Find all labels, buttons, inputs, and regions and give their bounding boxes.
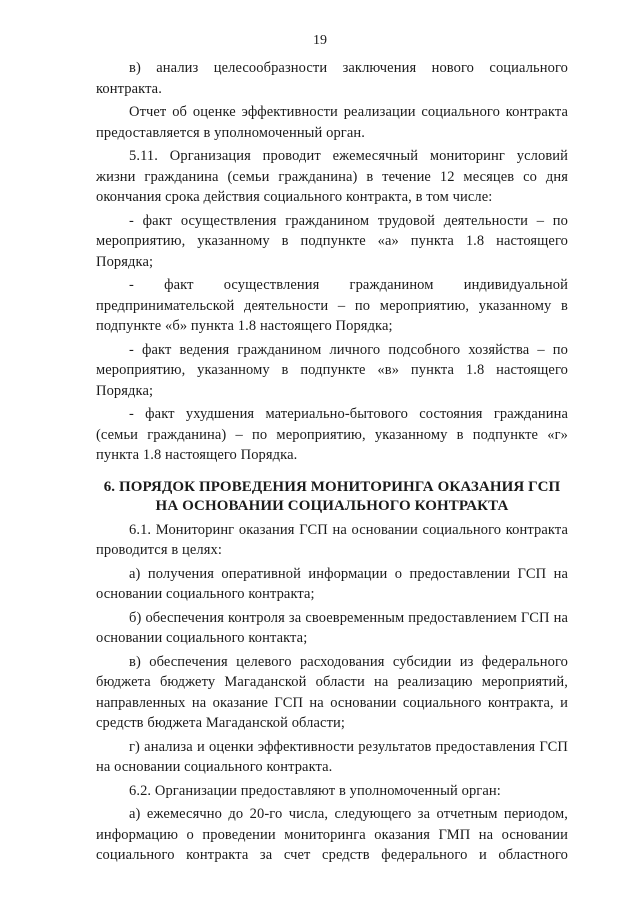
page-number: 19 (313, 33, 327, 48)
paragraph: г) анализа и оценки эффективности результатов предоставления ГСП на основании социального контракта. (96, 738, 568, 775)
paragraph: в) анализ целесообразности заключения нового социального контракта. (96, 60, 568, 97)
paragraph: а) ежемесячно до 20-го числа, следующего за отчетным периодом, информацию о проведении мониторинга оказания ГМП на основании социального контракта за счет средств федерального и областного (96, 806, 568, 863)
section-heading-line: НА ОСНОВАНИИ СОЦИАЛЬНОГО КОНТРАКТА (155, 497, 509, 514)
paragraph: - факт ведения гражданином личного подсобного хозяйства – по мероприятию, указанному в подпункте «в» пункта 1.8 настоящего Порядка; (96, 341, 568, 399)
paragraph: - факт осуществления гражданином индивидуальной предпринимательской деятельности – по мероприятию, указанному в подпункте «б» пункта 1.8 настоящего Порядка; (96, 277, 568, 334)
paragraph: Отчет об оценке эффективности реализации социального контракта предоставляется в уполномоченный орган. (96, 104, 568, 141)
paragraph: 6.2. Организации предоставляют в уполномоченный орган: (129, 782, 501, 799)
paragraph: б) обеспечения контроля за своевременным предоставлением ГСП на основании социального контакта; (96, 609, 568, 646)
paragraph: 5.11. Организация проводит ежемесячный мониторинг условий жизни гражданина (семьи гражданина) в течение 12 месяцев со дня окончания срока действия социального контракта, в том числе: (96, 148, 568, 205)
paragraph: а) получения оперативной информации о предоставлении ГСП на основании социального контракта; (96, 565, 568, 602)
paragraph: в) обеспечения целевого расходования субсидии из федерального бюджета бюджету Магаданской области на реализацию мероприятий, направленных на оказание ГСП на основании социального контракта, и средств бюджета Магаданской области; (96, 653, 568, 731)
document-body (96, 58, 568, 869)
section-heading-line: 6. ПОРЯДОК ПРОВЕДЕНИЯ МОНИТОРИНГА ОКАЗАНИЯ ГСП (103, 478, 561, 495)
section-heading (96, 478, 568, 516)
paragraph: - факт ухудшения материально-бытового состояния гражданина (семьи гражданина) – по мероприятию, указанному в подпункте «г» пункта 1.8 настоящего Порядка. (96, 406, 568, 463)
paragraph: 6.1. Мониторинг оказания ГСП на основании социального контракта проводится в целях: (96, 521, 568, 558)
paragraph: - факт осуществления гражданином трудовой деятельности – по мероприятию, указанному в подпункте «а» пункта 1.8 настоящего Порядка; (96, 212, 568, 270)
